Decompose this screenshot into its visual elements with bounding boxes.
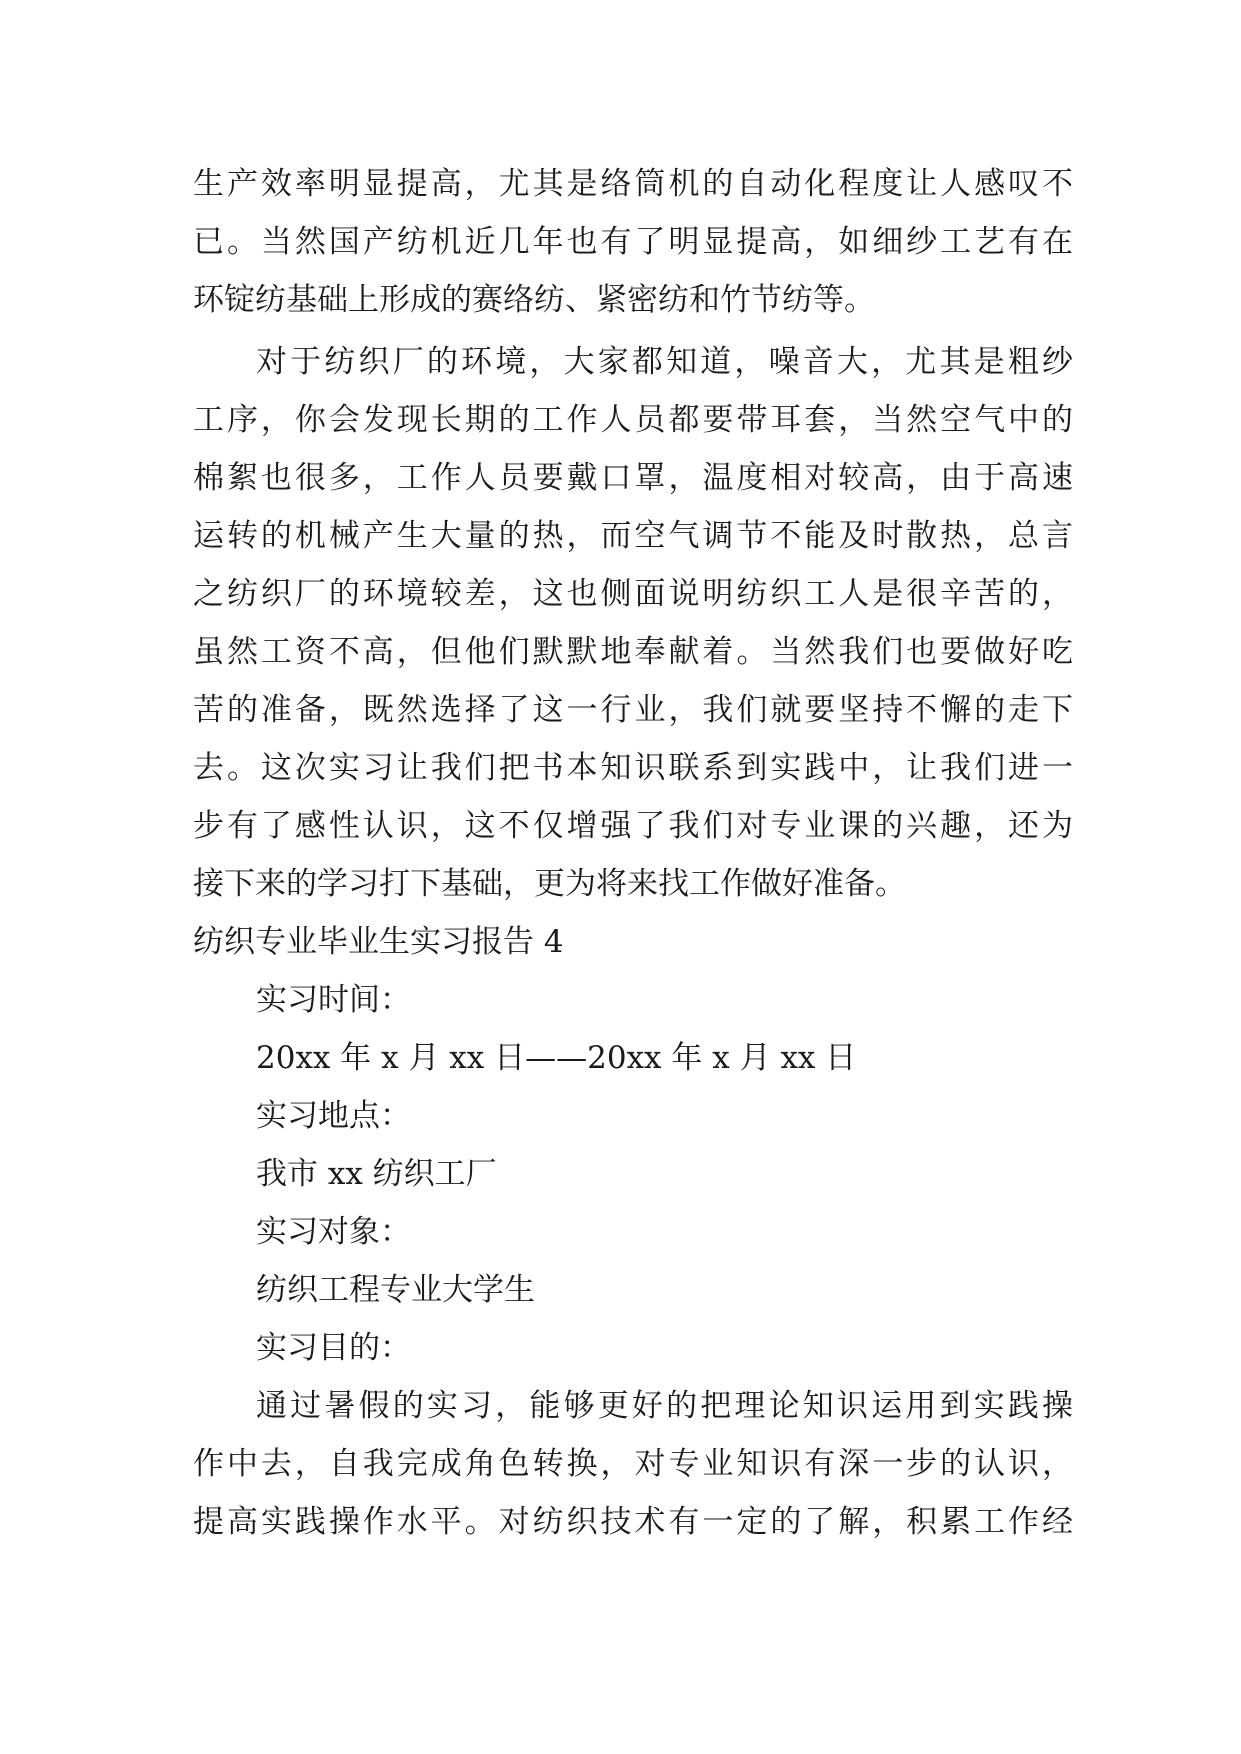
paragraph-line: 苦的准备，既然选择了这一行业，我们就要坚持不懈的走下 <box>193 692 1073 728</box>
field-label: 实习目的： <box>256 1330 411 1366</box>
paragraph-line: 对于纺织厂的环境，大家都知道，噪音大，尤其是粗纱 <box>256 344 1073 380</box>
paragraph-line: 虽然工资不高，但他们默默地奉献着。当然我们也要做好吃 <box>193 634 1073 670</box>
paragraph-line: 提高实践操作水平。对纺织技术有一定的了解，积累工作经 <box>193 1504 1073 1540</box>
section-heading: 纺织专业毕业生实习报告 4 <box>193 924 564 960</box>
field-label: 实习地点： <box>256 1098 411 1134</box>
field-label: 实习时间： <box>256 982 411 1018</box>
field-value: 20xx 年 x 月 xx 日——20xx 年 x 月 xx 日 <box>256 1040 857 1076</box>
paragraph-line: 环锭纺基础上形成的赛络纺、紧密纺和竹节纺等。 <box>193 282 875 318</box>
paragraph-line: 棉絮也很多，工作人员要戴口罩，温度相对较高，由于高速 <box>193 460 1073 496</box>
paragraph-line: 生产效率明显提高，尤其是络筒机的自动化程度让人感叹不 <box>193 166 1073 202</box>
paragraph-line: 已。当然国产纺机近几年也有了明显提高，如细纱工艺有在 <box>193 224 1073 260</box>
field-label: 实习对象： <box>256 1214 411 1250</box>
paragraph-line: 通过暑假的实习，能够更好的把理论知识运用到实践操 <box>256 1388 1073 1424</box>
paragraph-line: 之纺织厂的环境较差，这也侧面说明纺织工人是很辛苦的， <box>193 576 1073 612</box>
field-value: 我市 xx 纺织工厂 <box>256 1156 497 1192</box>
paragraph-line: 步有了感性认识，这不仅增强了我们对专业课的兴趣，还为 <box>193 808 1073 844</box>
paragraph-line: 接下来的学习打下基础，更为将来找工作做好准备。 <box>193 866 906 902</box>
paragraph-line: 去。这次实习让我们把书本知识联系到实践中，让我们进一 <box>193 750 1073 786</box>
paragraph-line: 工序，你会发现长期的工作人员都要带耳套，当然空气中的 <box>193 402 1073 438</box>
paragraph-line: 作中去，自我完成角色转换，对专业知识有深一步的认识， <box>193 1446 1073 1482</box>
field-value: 纺织工程专业大学生 <box>256 1272 535 1308</box>
paragraph-line: 运转的机械产生大量的热，而空气调节不能及时散热，总言 <box>193 518 1073 554</box>
